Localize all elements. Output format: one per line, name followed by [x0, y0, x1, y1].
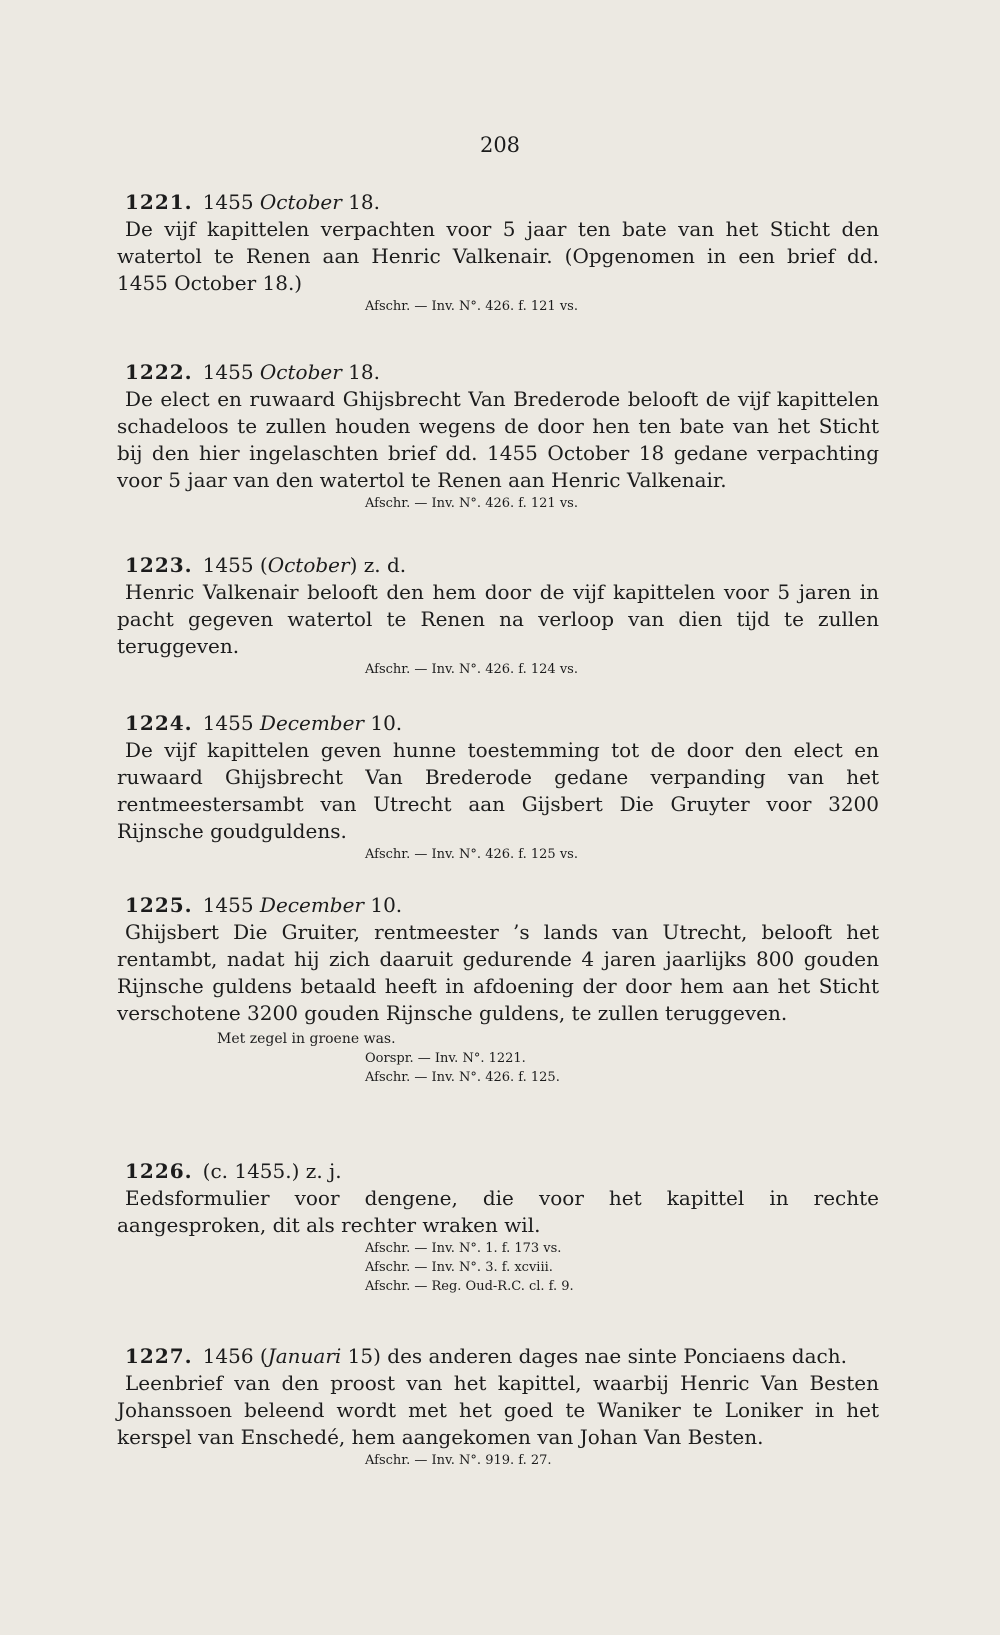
entry-source: Afschr. — Inv. N°. 1. f. 173 vs.	[365, 1241, 562, 1256]
entry-source: Afschr. — Inv. N°. 919. f. 27.	[365, 1453, 552, 1468]
entry-source: Afschr. — Reg. Oud-R.C. cl. f. 9.	[365, 1279, 574, 1294]
entry-date-rest: 18.	[341, 360, 380, 384]
entry-date-month: October	[267, 553, 350, 577]
entry-source: Afschr. — Inv. N°. 426. f. 121 vs.	[365, 299, 578, 314]
entry-date: 1455	[202, 360, 254, 384]
entry-text: Ghijsbert Die Gruiter, rentmeester ’s lands van Utrecht, belooft het rentambt, nadat hij zich daaruit gedurende 4 jaren jaarlijks 800 gouden Rijnsche guldens betaald heeft in afdoening der door hem aan het Sticht verschotene 3200 gouden Rijnsche guldens, te zullen teruggeven.	[117, 920, 879, 1025]
entry-date: 1455 (	[202, 553, 268, 577]
entry-heading	[125, 359, 879, 386]
entry-heading	[125, 1343, 879, 1370]
entry-source: Afschr. — Inv. N°. 3. f. xcviii.	[365, 1260, 553, 1275]
entry-1223	[117, 552, 879, 679]
entry-number: 1221.	[125, 190, 193, 214]
entry-date: 1455	[202, 190, 254, 214]
entry-date-rest: 18.	[341, 190, 380, 214]
entry-date: (c. 1455.) z. j.	[202, 1159, 342, 1183]
entry-date: 1455	[202, 893, 254, 917]
entry-source: Afschr. — Inv. N°. 426. f. 121 vs.	[365, 496, 578, 511]
entry-date-rest: 15) des anderen dages nae sinte Ponciaens dach.	[341, 1344, 847, 1368]
entry-1226	[117, 1158, 879, 1296]
entry-date-month: December	[259, 893, 364, 917]
entry-1227	[117, 1343, 879, 1470]
entry-number: 1223.	[125, 553, 193, 577]
entry-text: De elect en ruwaard Ghijsbrecht Van Brederode belooft de vijf kapittelen schadeloos te zullen houden wegens de door hen ten bate van het Sticht bij den hier ingelaschten brief dd. 1455 October 18 gedane verpachting voor 5 jaar van den watertol te Renen aan Henric Valkenair.	[117, 387, 879, 492]
entry-1221	[117, 189, 879, 316]
entry-heading	[125, 189, 879, 216]
entry-heading	[125, 892, 879, 919]
entry-text: De vijf kapittelen verpachten voor 5 jaar ten bate van het Sticht den watertol te Renen aan Henric Valkenair. (Opgenomen in een brief dd. 1455 October 18.)	[117, 217, 879, 295]
entry-source: Afschr. — Inv. N°. 426. f. 124 vs.	[365, 662, 578, 677]
entry-number: 1226.	[125, 1159, 193, 1183]
entry-date-rest: 10.	[363, 893, 403, 917]
entry-heading	[125, 710, 879, 737]
entry-source: Oorspr. — Inv. N°. 1221.	[365, 1051, 526, 1066]
entry-number: 1225.	[125, 893, 193, 917]
entry-date-month: Januari	[267, 1344, 342, 1368]
entry-text: Eedsformulier voor dengene, die voor het kapittel in rechte aangesproken, dit als rechter wraken wil.	[117, 1186, 879, 1237]
page-number: 208	[479, 133, 521, 157]
entry-date-rest: ) z. d.	[349, 553, 407, 577]
entry-source: Afschr. — Inv. N°. 426. f. 125 vs.	[365, 847, 578, 862]
entry-date: 1456 (	[202, 1344, 268, 1368]
entry-number: 1227.	[125, 1344, 193, 1368]
entry-1222	[117, 359, 879, 513]
entry-1224	[117, 710, 879, 864]
entry-text: Henric Valkenair belooft den hem door de vijf kapittelen voor 5 jaren in pacht gegeven watertol te Renen na verloop van dien tijd te zullen teruggeven.	[117, 580, 879, 658]
entry-1225	[117, 892, 879, 1087]
entry-source: Afschr. — Inv. N°. 426. f. 125.	[365, 1070, 560, 1085]
entry-date-month: October	[259, 360, 342, 384]
entry-date-month: December	[259, 711, 364, 735]
entry-text: Leenbrief van den proost van het kapittel, waarbij Henric Van Besten Johanssoen beleend wordt met het goed te Waniker te Loniker in het kerspel van Enschedé, hem aangekomen van Johan Van Besten.	[117, 1371, 879, 1449]
entry-number: 1224.	[125, 711, 193, 735]
entry-number: 1222.	[125, 360, 193, 384]
seal-note: Met zegel in groene was.	[217, 1031, 396, 1047]
entry-heading	[125, 1158, 879, 1185]
entry-date-month: October	[259, 190, 342, 214]
entry-heading	[125, 552, 879, 579]
entry-date-rest: 10.	[363, 711, 403, 735]
entry-text: De vijf kapittelen geven hunne toestemming tot de door den elect en ruwaard Ghijsbrecht Van Brederode gedane verpanding van het rentmeestersambt van Utrecht aan Gijsbert Die Gruyter voor 3200 Rijnsche goudguldens.	[117, 738, 879, 843]
entry-date: 1455	[202, 711, 254, 735]
